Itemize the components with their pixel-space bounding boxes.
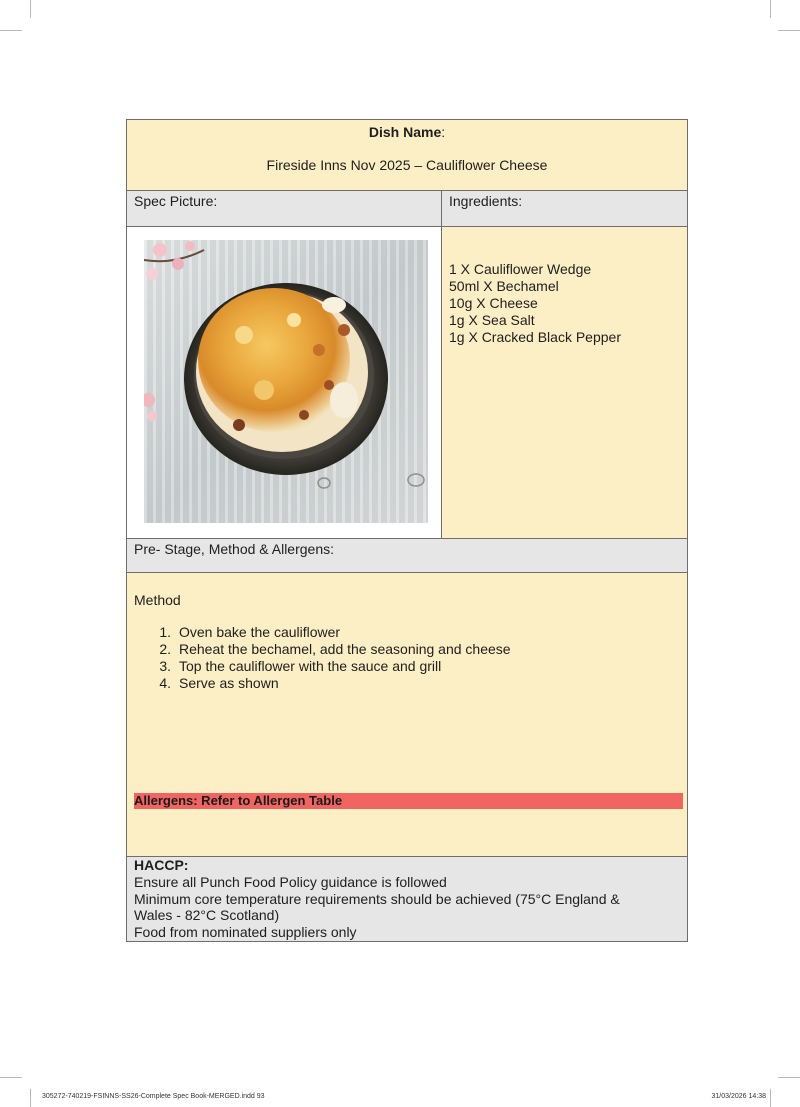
ingredient-item: 1 X Cauliflower Wedge <box>449 261 592 277</box>
step-text: Oven bake the cauliflower <box>179 624 341 640</box>
step-number: 2. <box>159 641 171 657</box>
picture-ingredients-row <box>127 227 687 539</box>
step-number: 4. <box>159 675 171 691</box>
haccp-row <box>127 857 687 941</box>
crop-mark <box>778 30 800 31</box>
crop-mark <box>0 30 22 31</box>
footer-timestamp: 31/03/2026 14:38 <box>711 1093 766 1100</box>
step-text: Top the cauliflower with the sauce and grill <box>179 658 442 674</box>
cauliflower-cheese-image <box>144 240 428 523</box>
ingredient-item: 1g X Sea Salt <box>449 312 535 328</box>
dish-title-row <box>127 120 687 191</box>
step-text: Serve as shown <box>179 675 279 691</box>
crop-mark <box>770 0 771 18</box>
dish-name: Fireside Inns Nov 2025 – Cauliflower Cheese <box>266 157 548 173</box>
pre-stage-header: Pre- Stage, Method & Allergens: <box>134 541 334 557</box>
method-step <box>149 624 511 641</box>
step-number: 1. <box>159 624 171 640</box>
ingredient-item: 10g X Cheese <box>449 295 538 311</box>
dish-name-label: Dish Name: <box>368 124 446 140</box>
footer-filename: 305272-740219-FSINNS-SS26-Complete Spec Book-MERGED.indd 93 <box>42 1093 265 1100</box>
method-steps <box>149 624 511 692</box>
method-step <box>149 675 511 692</box>
allergens-banner: Allergens: Refer to Allergen Table <box>134 793 683 809</box>
dish-photo <box>144 240 428 523</box>
ingredients-cell <box>442 227 687 538</box>
spec-picture-cell <box>127 227 442 538</box>
method-row <box>127 573 687 857</box>
ingredient-item: 50ml X Bechamel <box>449 278 559 294</box>
crop-mark <box>30 1089 31 1107</box>
haccp-title: HACCP: <box>134 857 189 873</box>
haccp-line: Food from nominated suppliers only <box>134 923 357 940</box>
haccp-line: Ensure all Punch Food Policy guidance is followed <box>134 874 447 890</box>
method-title: Method <box>134 592 181 608</box>
dish-name-label-text: Dish Name <box>368 124 442 140</box>
crop-mark <box>778 1077 800 1078</box>
crop-mark <box>30 0 31 18</box>
section-header-row <box>127 191 687 227</box>
haccp-line: Minimum core temperature requirements should be achieved (75°C England & <box>134 890 620 907</box>
ingredients-header: Ingredients: <box>449 193 523 209</box>
step-number: 3. <box>159 658 171 674</box>
spec-sheet <box>126 119 688 942</box>
pre-stage-header-row <box>127 539 687 573</box>
step-text: Reheat the bechamel, add the seasoning and cheese <box>179 641 511 657</box>
spec-picture-header: Spec Picture: <box>127 191 442 226</box>
method-step <box>149 641 511 658</box>
ingredient-item: 1g X Cracked Black Pepper <box>449 329 621 345</box>
crop-mark <box>770 1089 771 1107</box>
method-step <box>149 658 511 675</box>
haccp-line: Wales - 82°C Scotland) <box>134 907 280 923</box>
crop-mark <box>0 1077 22 1078</box>
